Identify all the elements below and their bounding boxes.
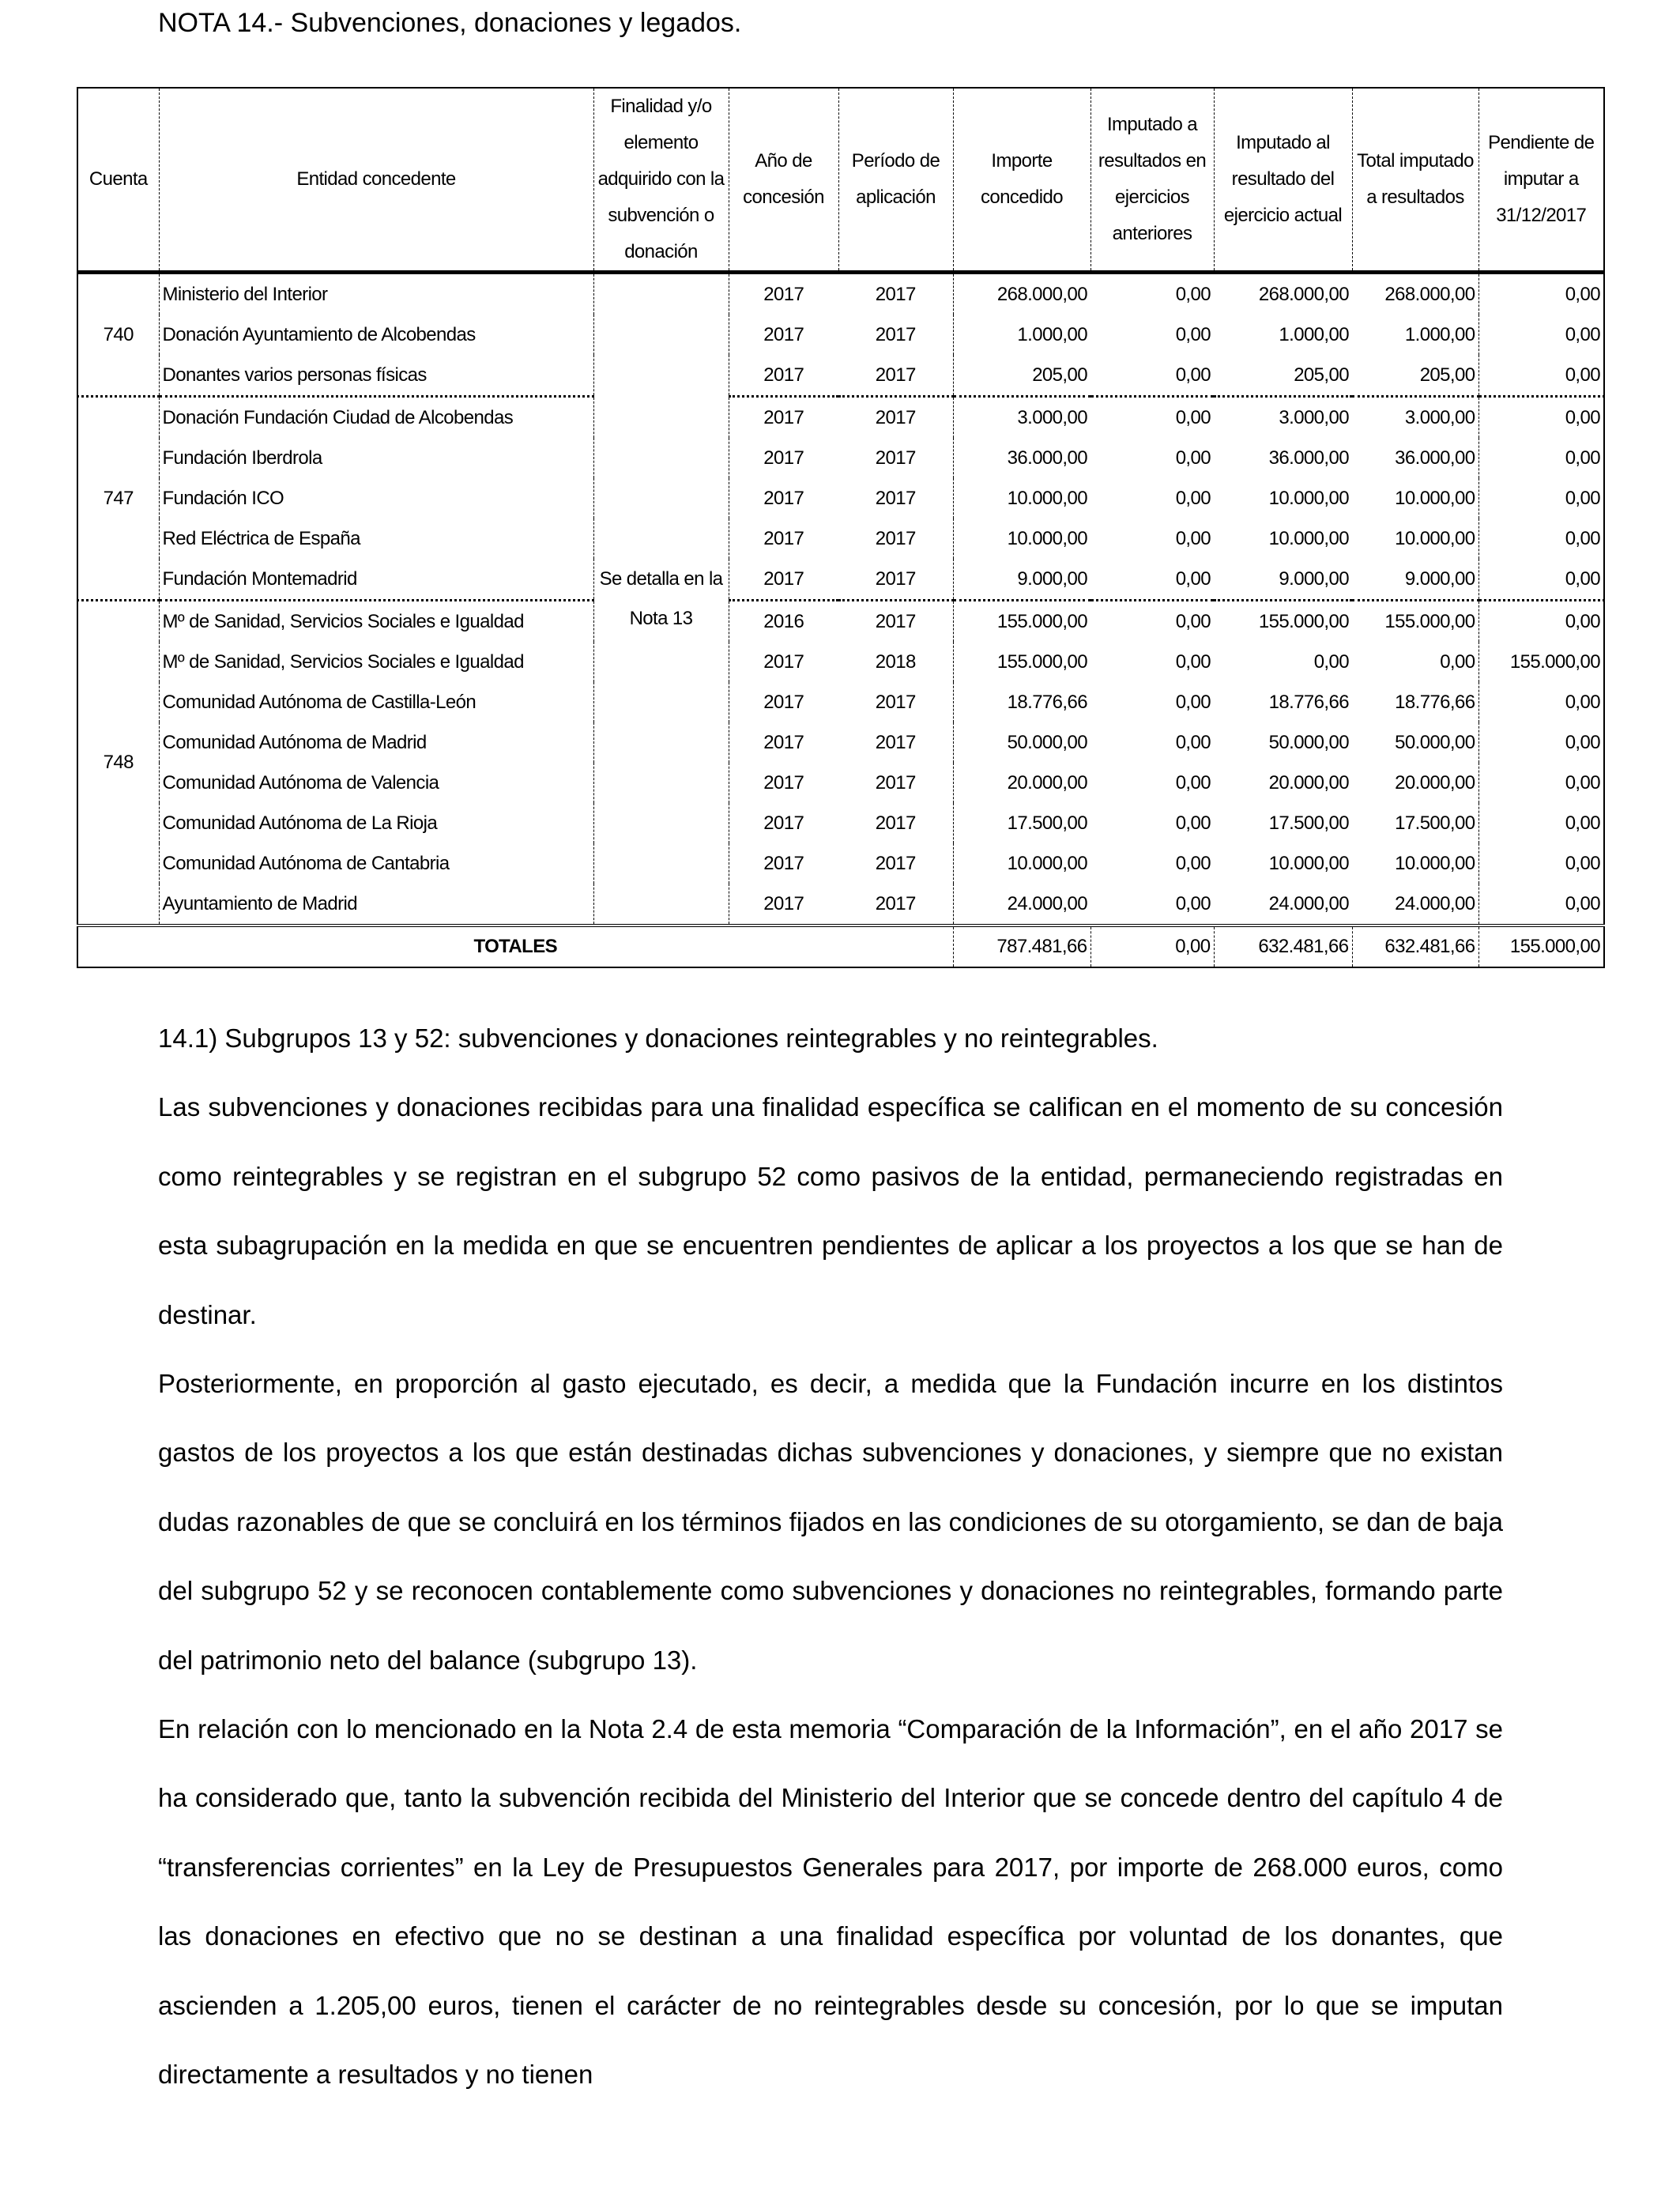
period-cell: 2017 [875, 812, 916, 834]
entity-cell: Comunidad Autónoma de Castilla-León [159, 682, 593, 722]
entity-cell: Comunidad Autónoma de Madrid [159, 722, 593, 763]
column-header: Año de concesión [729, 88, 838, 273]
prior-imputed-cell: 0,00 [1175, 447, 1211, 469]
period-cell: 2017 [875, 487, 916, 509]
note-body [158, 1004, 1503, 2109]
year-cell: 2017 [729, 397, 838, 439]
prior-imputed-cell: 0,00 [1175, 283, 1211, 305]
table-row [77, 722, 1604, 763]
total-imputed-cell: 0,00 [1440, 650, 1475, 673]
prior-imputed-cell: 0,00 [1175, 567, 1211, 590]
pending-cell: 0,00 [1478, 315, 1604, 355]
entity-cell: Comunidad Autónoma de Valencia [159, 763, 593, 803]
period-cell: 2017 [875, 771, 916, 794]
paragraph: Las subvenciones y donaciones recibidas para una finalidad específica se califican en el momento de su concesión como reintegrables y se registran en el subgrupo 52 como pasivos de la entidad, permaneciendo registradas en esta subagrupación en la medida en que se encuentren pendientes de aplicar a los proyectos a los que se han de destinar. [158, 1092, 1503, 1329]
paragraph: En relación con lo mencionado en la Nota 2.4 de esta memoria “Comparación de la Información”, en el año 2017 se ha considerado que, tanto la subvención recibida del Ministerio del Interior que se concede dentro del capítulo 4 de “transferencias corrientes” en la Ley de Presupuestos Generales para 2017, por importe de 268.000 euros, como las donaciones en efectivo que no se destinan a una finalidad específica por voluntad de los donantes, que ascienden a 1.205,00 euros, tienen el carácter de no reintegrables desde su concesión, por lo que se imputan directamente a resultados y no tienen [158, 1714, 1503, 2090]
purpose-cell: Se detalla en la Nota 13 [593, 273, 729, 926]
total-imputed-cell: 9.000,00 [1404, 567, 1475, 590]
prior-imputed-cell: 0,00 [1175, 691, 1211, 713]
totals-value: 632.481,66 [1214, 925, 1352, 967]
prior-imputed-cell: 0,00 [1175, 487, 1211, 509]
amount-cell: 3.000,00 [953, 397, 1090, 439]
amount-cell: 20.000,00 [953, 763, 1090, 803]
prior-imputed-cell: 0,00 [1175, 771, 1211, 794]
total-imputed-cell: 10.000,00 [1395, 487, 1475, 509]
entity-cell: Ministerio del Interior [159, 273, 593, 315]
current-imputed-cell: 18.776,66 [1268, 691, 1349, 713]
subsection-heading: 14.1) Subgrupos 13 y 52: subvenciones y donaciones reintegrables y no reintegrables. [158, 1023, 1158, 1053]
amount-cell: 36.000,00 [953, 438, 1090, 478]
period-cell: 2017 [875, 892, 916, 914]
entity-cell: Fundación Iberdrola [159, 438, 593, 478]
amount-cell: 10.000,00 [953, 518, 1090, 559]
total-imputed-cell: 17.500,00 [1395, 812, 1475, 834]
year-cell: 2017 [729, 642, 838, 682]
year-cell: 2017 [729, 355, 838, 397]
pending-cell: 0,00 [1478, 803, 1604, 843]
prior-imputed-cell: 0,00 [1175, 731, 1211, 753]
account-cell: 747 [77, 397, 159, 601]
pending-cell: 0,00 [1478, 722, 1604, 763]
entity-cell: Donación Fundación Ciudad de Alcobendas [159, 397, 593, 439]
current-imputed-cell: 50.000,00 [1268, 731, 1349, 753]
prior-imputed-cell: 0,00 [1175, 852, 1211, 874]
grants-table [77, 87, 1605, 968]
entity-cell: Ayuntamiento de Madrid [159, 884, 593, 925]
column-header: Imputado al resultado del ejercicio actual [1214, 88, 1352, 273]
amount-cell: 155.000,00 [953, 601, 1090, 643]
column-header: Entidad concedente [159, 88, 593, 273]
total-imputed-cell: 205,00 [1419, 364, 1475, 386]
pending-cell: 0,00 [1478, 518, 1604, 559]
pending-cell: 0,00 [1478, 682, 1604, 722]
total-imputed-cell: 155.000,00 [1352, 601, 1478, 643]
column-header: Finalidad y/o elemento adquirido con la subvención o donación [593, 88, 729, 273]
pending-cell: 0,00 [1478, 273, 1604, 315]
note-title: NOTA 14.- Subvenciones, donaciones y legados. [158, 8, 742, 38]
current-imputed-cell: 1.000,00 [1279, 323, 1349, 345]
totals-row [77, 925, 1604, 967]
current-imputed-cell: 20.000,00 [1268, 771, 1349, 794]
amount-cell: 17.500,00 [953, 803, 1090, 843]
amount-cell: 205,00 [953, 355, 1090, 397]
prior-imputed-cell: 0,00 [1175, 527, 1211, 549]
pending-cell: 155.000,00 [1478, 642, 1604, 682]
pending-cell: 0,00 [1478, 478, 1604, 518]
current-imputed-cell: 24.000,00 [1268, 892, 1349, 914]
total-imputed-cell: 10.000,00 [1395, 527, 1475, 549]
table-row [77, 803, 1604, 843]
current-imputed-cell: 10.000,00 [1268, 527, 1349, 549]
table-row [77, 397, 1604, 439]
period-cell: 2017 [838, 601, 953, 643]
entity-cell: Donación Ayuntamiento de Alcobendas [159, 315, 593, 355]
paragraph: Posteriormente, en proporción al gasto ejecutado, es decir, a medida que la Fundación incurre en los distintos gastos de los proyectos a los que están destinadas dichas subvenciones y donaciones, y siempre que no existan dudas razonables de que se concluirá en los términos fijados en las condiciones de su otorgamiento, se dan de baja del subgrupo 52 y se reconocen contablemente como subvenciones y donaciones no reintegrables, formando parte del patrimonio neto del balance (subgrupo 13). [158, 1369, 1503, 1675]
amount-cell: 18.776,66 [953, 682, 1090, 722]
column-header: Período de aplicación [838, 88, 953, 273]
period-cell: 2017 [875, 691, 916, 713]
amount-cell: 24.000,00 [953, 884, 1090, 925]
entity-cell: Mº de Sanidad, Servicios Sociales e Igualdad [159, 642, 593, 682]
table-row [77, 518, 1604, 559]
entity-cell: Comunidad Autónoma de Cantabria [159, 843, 593, 884]
totals-value: 787.481,66 [953, 925, 1090, 967]
prior-imputed-cell: 0,00 [1175, 650, 1211, 673]
pending-cell: 0,00 [1478, 601, 1604, 643]
table-row [77, 438, 1604, 478]
table-row [77, 642, 1604, 682]
period-cell: 2017 [875, 527, 916, 549]
year-cell: 2017 [729, 884, 838, 925]
year-cell: 2017 [729, 722, 838, 763]
year-cell: 2017 [729, 518, 838, 559]
pending-cell: 0,00 [1478, 355, 1604, 397]
year-cell: 2017 [729, 559, 838, 601]
period-cell: 2018 [875, 650, 916, 673]
column-header: Total imputado a resultados [1352, 88, 1478, 273]
pending-cell: 0,00 [1478, 884, 1604, 925]
current-imputed-cell: 3.000,00 [1214, 397, 1352, 439]
current-imputed-cell: 9.000,00 [1279, 567, 1349, 590]
prior-imputed-cell: 0,00 [1090, 601, 1214, 643]
year-cell: 2017 [729, 682, 838, 722]
entity-cell: Mº de Sanidad, Servicios Sociales e Igualdad [159, 601, 593, 643]
table-row [77, 559, 1604, 601]
amount-cell: 50.000,00 [953, 722, 1090, 763]
period-cell: 2017 [875, 731, 916, 753]
year-cell: 2017 [729, 315, 838, 355]
prior-imputed-cell: 0,00 [1090, 397, 1214, 439]
pending-cell: 0,00 [1478, 397, 1604, 439]
table-row [77, 355, 1604, 397]
pending-cell: 0,00 [1478, 763, 1604, 803]
period-cell: 2017 [875, 283, 916, 305]
table-row [77, 601, 1604, 643]
total-imputed-cell: 50.000,00 [1395, 731, 1475, 753]
pending-cell: 0,00 [1478, 559, 1604, 601]
entity-cell: Fundación Montemadrid [159, 559, 593, 601]
totals-value: 155.000,00 [1478, 925, 1604, 967]
current-imputed-cell: 155.000,00 [1214, 601, 1352, 643]
account-cell: 740 [103, 323, 134, 345]
total-imputed-cell: 18.776,66 [1395, 691, 1475, 713]
entity-cell: Comunidad Autónoma de La Rioja [159, 803, 593, 843]
year-cell: 2017 [729, 763, 838, 803]
total-imputed-cell: 24.000,00 [1395, 892, 1475, 914]
prior-imputed-cell: 0,00 [1175, 323, 1211, 345]
prior-imputed-cell: 0,00 [1175, 892, 1211, 914]
prior-imputed-cell: 0,00 [1175, 364, 1211, 386]
column-header: Cuenta [77, 88, 159, 273]
amount-cell: 1.000,00 [953, 315, 1090, 355]
current-imputed-cell: 0,00 [1313, 650, 1349, 673]
period-cell: 2017 [875, 447, 916, 469]
account-cell: 748 [77, 601, 159, 926]
current-imputed-cell: 10.000,00 [1268, 852, 1349, 874]
entity-cell: Donantes varios personas físicas [159, 355, 593, 397]
entity-cell: Fundación ICO [159, 478, 593, 518]
table-row [77, 478, 1604, 518]
total-imputed-cell: 1.000,00 [1404, 323, 1475, 345]
period-cell: 2017 [875, 364, 916, 386]
pending-cell: 0,00 [1478, 438, 1604, 478]
year-cell: 2017 [729, 273, 838, 315]
current-imputed-cell: 17.500,00 [1268, 812, 1349, 834]
amount-cell: 10.000,00 [953, 843, 1090, 884]
current-imputed-cell: 10.000,00 [1268, 487, 1349, 509]
prior-imputed-cell: 0,00 [1175, 812, 1211, 834]
totals-value: 0,00 [1090, 925, 1214, 967]
table-row [77, 884, 1604, 925]
period-cell: 2017 [838, 397, 953, 439]
year-cell: 2017 [729, 478, 838, 518]
table-row [77, 763, 1604, 803]
total-imputed-cell: 36.000,00 [1395, 447, 1475, 469]
total-imputed-cell: 3.000,00 [1352, 397, 1478, 439]
amount-cell: 155.000,00 [953, 642, 1090, 682]
period-cell: 2017 [875, 567, 916, 590]
total-imputed-cell: 20.000,00 [1395, 771, 1475, 794]
column-header: Importe concedido [953, 88, 1090, 273]
amount-cell: 10.000,00 [953, 478, 1090, 518]
table-row [77, 273, 1604, 315]
year-cell: 2017 [729, 803, 838, 843]
current-imputed-cell: 268.000,00 [1258, 283, 1349, 305]
current-imputed-cell: 205,00 [1294, 364, 1349, 386]
entity-cell: Red Eléctrica de España [159, 518, 593, 559]
current-imputed-cell: 36.000,00 [1268, 447, 1349, 469]
period-cell: 2017 [875, 323, 916, 345]
column-header: Imputado a resultados en ejercicios anteriores [1090, 88, 1214, 273]
amount-cell: 268.000,00 [953, 273, 1090, 315]
total-imputed-cell: 10.000,00 [1395, 852, 1475, 874]
table-row [77, 315, 1604, 355]
year-cell: 2017 [729, 438, 838, 478]
period-cell: 2017 [875, 852, 916, 874]
year-cell: 2016 [729, 601, 838, 643]
total-imputed-cell: 268.000,00 [1384, 283, 1475, 305]
year-cell: 2017 [729, 843, 838, 884]
amount-cell: 9.000,00 [953, 559, 1090, 601]
totals-value: 632.481,66 [1352, 925, 1478, 967]
table-header-row [77, 88, 1604, 273]
column-header: Pendiente de imputar a 31/12/2017 [1478, 88, 1604, 273]
totals-label: TOTALES [77, 925, 953, 967]
pending-cell: 0,00 [1478, 843, 1604, 884]
table-row [77, 682, 1604, 722]
table-row [77, 843, 1604, 884]
